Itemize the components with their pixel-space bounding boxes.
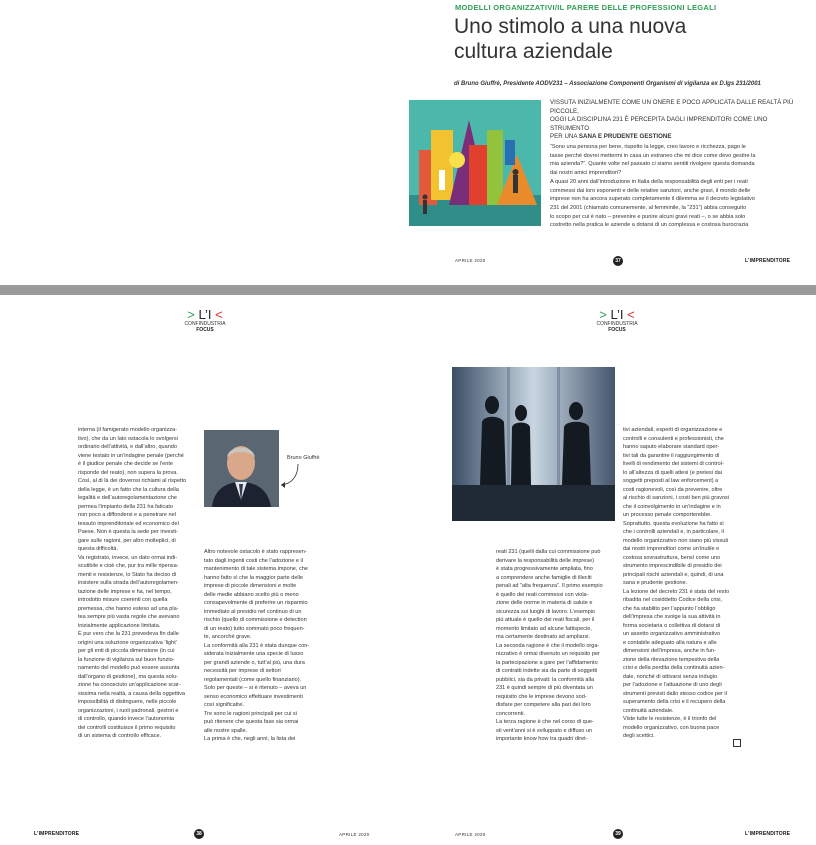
text-line: dale, nonché di attivarsi senza indugio bbox=[623, 673, 718, 680]
text-line: tea sempre più vasta regole che avevano bbox=[78, 614, 180, 620]
text-line: forma societaria o collettiva di dotarsi di bbox=[623, 622, 721, 629]
text-line: inizialmente applicazione limitata. bbox=[78, 622, 161, 629]
text-line: superamento della crisi e il recupero della bbox=[623, 699, 726, 705]
text-line: Solo per queste – si è ritenuto – aveva un bbox=[204, 685, 307, 691]
magazine-header-logo bbox=[170, 308, 240, 333]
text-line: per gli enti di piccola dimensione (in cui bbox=[78, 648, 175, 654]
text-line: imprese di piccole dimensioni e molte bbox=[204, 583, 297, 589]
text-line: premessa, che hanno esteso ad una pla- bbox=[78, 605, 179, 612]
text-line: zione ha conosciuto un’applicazione scar- bbox=[78, 682, 181, 688]
text-line: namento del modello può essere assunta bbox=[78, 665, 180, 671]
footer-logo: L’IMPRENDITORE bbox=[745, 831, 791, 837]
text-line: tivo), che da un lato ostacola lo svolgersi bbox=[78, 435, 178, 442]
business-meeting-photo bbox=[452, 367, 615, 521]
text-line: importante know how tra quadri diret- bbox=[496, 736, 588, 742]
logo-line-2: FOCUS bbox=[608, 327, 626, 333]
lead-line bbox=[550, 133, 800, 142]
text-line: ordinario dell’attività, e dall’altro, quando bbox=[78, 444, 177, 450]
text-line: tasse perché dovrei mettermi in casa un estraneo che mi dice come devo gestire la bbox=[550, 152, 756, 159]
text-line: mantenimento di tale sistema impone, che bbox=[204, 566, 308, 572]
text-line: La conformità alla 231 è stata dunque con- bbox=[204, 642, 310, 649]
text-line: commessi dai loro esponenti e delle relative sanzioni, anche gravi, il mondo delle bbox=[550, 187, 751, 194]
text-line: La terza ragione è che nel corso di que- bbox=[496, 719, 594, 725]
text-line: che ha stabilito per l’appunto l’obbligo bbox=[623, 605, 716, 612]
text-line: controlli e consulenti e professionisti, che bbox=[623, 435, 724, 442]
text-line: Tre sono le ragioni principali per cui si bbox=[204, 710, 297, 717]
footer-date: APRILE 2020 bbox=[455, 832, 486, 837]
text-line: per l’adozione e l’attuazione di uno degli bbox=[623, 682, 722, 688]
text-line: disfare per competere alla pari dei loro bbox=[496, 702, 591, 708]
text-line: zione delle norme in materia di salute e bbox=[496, 600, 593, 606]
text-line: che il coinvolgimento in un’indagine e in bbox=[623, 503, 721, 510]
text-line: non poco a diffondersi e a penetrare nel bbox=[78, 512, 176, 518]
text-line: 231 del 2001 (chiamato comunemente, al femminile, la “231”) abbia conseguito bbox=[550, 204, 747, 211]
text-line: modello organizzativo non siano più vissuti bbox=[623, 537, 729, 544]
text-line: sana e prudente gestione. bbox=[623, 580, 688, 586]
text-line: sissima nella realtà, a causa della oggettiva bbox=[78, 690, 185, 697]
logo-line-2: FOCUS bbox=[196, 327, 214, 333]
illustration-art bbox=[409, 100, 541, 226]
left-col-2 bbox=[204, 548, 320, 744]
end-of-article-icon bbox=[733, 739, 741, 747]
text-line: permea l’impianto della 231 ha faticato bbox=[78, 503, 173, 510]
text-line: può ritenere che questa fase sia ormai bbox=[204, 719, 299, 725]
text-line: La lezione del decreto 231 è stata del resto bbox=[623, 588, 730, 595]
text-line: necessità per imprese di settori bbox=[204, 668, 281, 674]
text-line: dimensioni dell’impresa, anche in fun- bbox=[623, 648, 716, 654]
text-line: costosa sovrastruttura, bensì come uno bbox=[623, 554, 721, 561]
text-line: strumento imprescindibile di presidio dei bbox=[623, 563, 722, 569]
portrait-art bbox=[204, 430, 279, 507]
text-line: al rischio di sanzioni, i costi ben più gravosi bbox=[623, 495, 730, 501]
text-line: strumenti previsti dallo stesso codice per il bbox=[623, 690, 727, 697]
text-line: questa difficoltà. bbox=[78, 546, 118, 552]
text-line: pubblici, sia da privati: la conformità alla bbox=[496, 676, 595, 683]
text-line: derivare la responsabilità delle imprese) bbox=[496, 557, 595, 564]
text-line: soggetti preposti al law enforcement) a bbox=[623, 478, 719, 484]
text-line: principali rischi aziendali e, quindi, di una bbox=[623, 571, 724, 578]
title-line-1: Uno stimolo a una nuova bbox=[454, 15, 687, 38]
text-line: lo scopo per cui è nato – prevenire e punire alcuni gravi reati –, o se abbia solo bbox=[550, 213, 746, 220]
text-line: dall’organo di gestione), ma questa solu- bbox=[78, 673, 178, 680]
text-line: Viste tutte le resistenze, è il trionfo del bbox=[623, 716, 717, 722]
text-line: lo all’altezza di quelli attesi (e pretesi dai bbox=[623, 469, 722, 476]
text-line: Soprattutto, questa evoluzione ha fatto sì bbox=[623, 520, 724, 527]
text-line: hanno saputo elaborare standard oper- bbox=[623, 444, 720, 450]
logo-line-1: CONFINDUSTRIA bbox=[184, 321, 226, 327]
text-line: momento limitato ad alcune fattispecie, bbox=[496, 625, 592, 632]
page-number: 38 bbox=[194, 829, 204, 839]
illustration bbox=[409, 100, 541, 226]
text-line: reati 231 (quelli dalla cui commissione può bbox=[496, 549, 601, 555]
text-line: imprese non ha ancora superato completamente il dilemma se il decreto legislativo bbox=[550, 196, 755, 203]
text-line: la funzione di vigilanza sul buon funzio- bbox=[78, 656, 175, 663]
text-line: è il giudice penale che decide se l’ente bbox=[78, 461, 173, 467]
text-line: 231 è quindi sempre di più diventata un bbox=[496, 685, 593, 691]
text-line: insistere sulla strada dell’autoregolamen- bbox=[78, 580, 179, 586]
text-line: dai nostri amici imprenditori? bbox=[550, 170, 622, 177]
author-photo bbox=[204, 430, 279, 507]
text-line: e contabile adeguato alla natura e alle bbox=[623, 639, 717, 646]
text-line: più attuale è quello dei reati fiscali, per il bbox=[496, 617, 595, 623]
photo-caption: Bruno Giuffrè bbox=[287, 455, 320, 461]
text-line: crisi e della perdita della continuità azien- bbox=[623, 665, 725, 671]
text-line: costretto nella pratica le aziende a dotarsi di un complessa e costosa burocrazia bbox=[550, 222, 749, 229]
text-line: rischio (quello di commissione e detection bbox=[204, 617, 307, 623]
text-line: sicurezza sui luoghi di lavoro. L’esempio bbox=[496, 608, 595, 615]
logo-arrow-right: < bbox=[627, 307, 635, 322]
text-line: origini una soluzione organizzativa ‘light’ bbox=[78, 639, 177, 646]
text-line: impossibilità di distinguere, nelle piccole bbox=[78, 699, 177, 705]
logo-text: L’I bbox=[198, 307, 212, 322]
text-line: Così, al di là dei doverosi richiami al rispetto bbox=[78, 478, 187, 484]
text-line: alle nostre spalle. bbox=[204, 727, 248, 734]
text-line: degli scettici. bbox=[623, 733, 655, 739]
text-line: nizzativo è ormai divenuto un requisito per bbox=[496, 651, 600, 657]
text-line: Paese. Non è questa la sede per investi- bbox=[78, 529, 178, 535]
text-line: ribadita nel cosiddetto Codice della crisi, bbox=[623, 597, 722, 603]
text-line: La seconda ragione è che il modello orga- bbox=[496, 642, 600, 649]
text-line: ma certamente destinato ad ampliarsi. bbox=[496, 634, 591, 640]
right-col-2 bbox=[623, 426, 740, 741]
footer-date: APRILE 2020 bbox=[455, 258, 486, 263]
logo-arrow-right: < bbox=[215, 307, 223, 322]
text-line: della legge, è un fatto che la cultura della bbox=[78, 486, 179, 493]
text-line: Altro notevole ostacolo è stato rappresen- bbox=[204, 549, 307, 555]
text-line: è quello dei reati commessi con viola- bbox=[496, 591, 589, 598]
text-line: introdotto misure coerenti con quella bbox=[78, 597, 168, 603]
text-line: zione della rilevazione tempestiva della bbox=[623, 656, 720, 663]
text-line: di un reato) tutto sommato poco frequen- bbox=[204, 625, 305, 632]
text-line: di controllo, quando invece l’autonomia bbox=[78, 716, 174, 722]
text-line: delle medie abbiano scelto più o meno bbox=[204, 591, 299, 598]
footer-date: APRILE 2020 bbox=[339, 832, 370, 837]
text-line: un assetto organizzativo amministrativo bbox=[623, 631, 721, 637]
section-label: MODELLI ORGANIZZATIVI/IL PARERE DELLE PROFESSIONI LEGALI bbox=[455, 3, 717, 12]
article-title bbox=[454, 14, 794, 64]
text-line: costi ragionevoli, così da prevenire, oltre bbox=[623, 486, 723, 493]
text-line: La prima è che, negli anni, la lista dei bbox=[204, 736, 296, 742]
text-line: tessuto imprenditoriale ed economico del bbox=[78, 520, 179, 527]
text-line: mia azienda?”. Quante volte nel passato ci siamo sentiti rivolgere questa domanda bbox=[550, 161, 755, 168]
text-line: così significativi. bbox=[204, 702, 245, 708]
lead-paragraph bbox=[550, 99, 800, 142]
title-line-2: cultura aziendale bbox=[454, 40, 613, 63]
text-line: penali ad “alta frequenza”. Il primo esempio bbox=[496, 583, 603, 589]
text-line: per grandi aziende o, tutt’al più, una dura bbox=[204, 659, 305, 666]
text-line: dell’impresa che svolge la sua attività in bbox=[623, 614, 721, 620]
meeting-art bbox=[452, 367, 615, 521]
text-line: “Sono una persona per bene, rispetto la legge, creo lavoro e ricchezza, pago le bbox=[550, 144, 746, 150]
text-line: scutibile e cioè che, pur tra mille ripensa- bbox=[78, 563, 179, 569]
lead-bold: SANA E PRUDENTE GESTIONE bbox=[578, 133, 672, 141]
page-number: 37 bbox=[613, 256, 623, 266]
text-line: organizzazioni, i ruoli padronali, gestori e bbox=[78, 707, 179, 714]
text-line: a comprendere anche famiglie di illeciti bbox=[496, 574, 592, 581]
text-line: risponde del reato), non supera la prova. bbox=[78, 469, 178, 476]
text-line: siderata inizialmente una specie di lusso bbox=[204, 651, 304, 657]
footer-logo: L’IMPRENDITORE bbox=[34, 831, 80, 837]
footer-logo: L’IMPRENDITORE bbox=[745, 258, 791, 264]
page-number: 39 bbox=[613, 829, 623, 839]
text-line: di contratti indette sia da parte di soggetti bbox=[496, 668, 598, 674]
logo-mark bbox=[170, 308, 240, 321]
logo-arrow-left: > bbox=[187, 307, 195, 322]
text-line: di un sistema di controllo efficace. bbox=[78, 733, 162, 739]
text-line: tazione delle imprese e ha, nel tempo, bbox=[78, 588, 172, 595]
text-line: dei controlli costituisce il primo requisito bbox=[78, 724, 176, 731]
text-line: un processo penale comporterebbe. bbox=[623, 512, 712, 518]
byline: di Bruno Giuffrè, Presidente AODV231 – Associazione Componenti Organismi di vigilanza ex D.lgs 231/2001 bbox=[454, 81, 761, 87]
text-line: hanno fatto sì che la maggior parte delle bbox=[204, 574, 303, 581]
text-line: che i controlli aziendali e, in particolare, il bbox=[623, 529, 724, 535]
text-line: È pur vero che la 231 prevedeva fin dalle bbox=[78, 631, 179, 637]
text-line: modello organizzativo, con buona pace bbox=[623, 724, 720, 731]
magazine-header-logo bbox=[582, 308, 652, 333]
text-line: Va registrato, invece, un dato ormai indi- bbox=[78, 554, 178, 561]
text-line: legalità e dell’autoregolamentazione che bbox=[78, 495, 177, 501]
text-line: tato dagli ingenti costi che l’adozione e il bbox=[204, 557, 303, 564]
top-body-text bbox=[550, 143, 782, 230]
text-line: immediato al presidio nel continuo di un bbox=[204, 608, 302, 615]
text-line: dai nostri imprenditori come un’inutile e bbox=[623, 546, 720, 552]
text-line: tivi tali da garantire il raggiungimento di bbox=[623, 452, 720, 459]
caption-arrow-icon bbox=[278, 462, 300, 488]
text-line: è stata progressivamente ampliata, fino bbox=[496, 566, 593, 572]
text-line: livelli di rendimento dei sistemi di control- bbox=[623, 461, 724, 467]
text-line: requisito che le imprese devono sod- bbox=[496, 693, 587, 700]
text-line: interna (il famigerato modello organizza- bbox=[78, 427, 177, 433]
logo-text: L’I bbox=[610, 307, 624, 322]
text-line: A quasi 20 anni dall’introduzione in Italia della responsabilità degli enti per i reati bbox=[550, 178, 748, 185]
logo-mark bbox=[582, 308, 652, 321]
lead-line: VISSUTA INIZIALMENTE COME UN ONERE E POCO APPLICATA DALLE REALTÀ PIÙ PICCOLE, bbox=[550, 99, 794, 115]
text-line: gare sulle ragioni, per altro molteplici, di bbox=[78, 537, 176, 544]
lead-line: OGGI LA DISCIPLINA 231 È PERCEPITA DAGLI IMPRENDITORI COME UNO STRUMENTO bbox=[550, 116, 768, 132]
page-separator bbox=[0, 285, 816, 295]
text-line: senso economico effettuare investimenti bbox=[204, 693, 303, 700]
text-line: continuità aziendale. bbox=[623, 707, 674, 714]
logo-line-1: CONFINDUSTRIA bbox=[596, 321, 638, 327]
text-line: te, ancorché grave. bbox=[204, 634, 252, 640]
right-col-1 bbox=[496, 548, 612, 744]
text-line: menti e resistenze, lo Stato ha deciso di bbox=[78, 571, 177, 578]
text-line: regolamentati (come quello finanziario). bbox=[204, 676, 302, 683]
text-line: consapevolmente di preferire un risparmio bbox=[204, 600, 308, 606]
logo-arrow-left: > bbox=[599, 307, 607, 322]
text-line: la partecipazione a gare per l’affidamento bbox=[496, 659, 598, 666]
text-line: sti vent’anni si è sviluppato e diffuso un bbox=[496, 727, 593, 734]
text-line: tivi aziendali, esperti di organizzazione e bbox=[623, 427, 723, 433]
text-line: viene testato in un’indagine penale (perché bbox=[78, 452, 184, 459]
lead-text: PER UNA bbox=[550, 133, 578, 141]
left-col-1 bbox=[78, 426, 194, 741]
text-line: concorrenti. bbox=[496, 710, 525, 717]
